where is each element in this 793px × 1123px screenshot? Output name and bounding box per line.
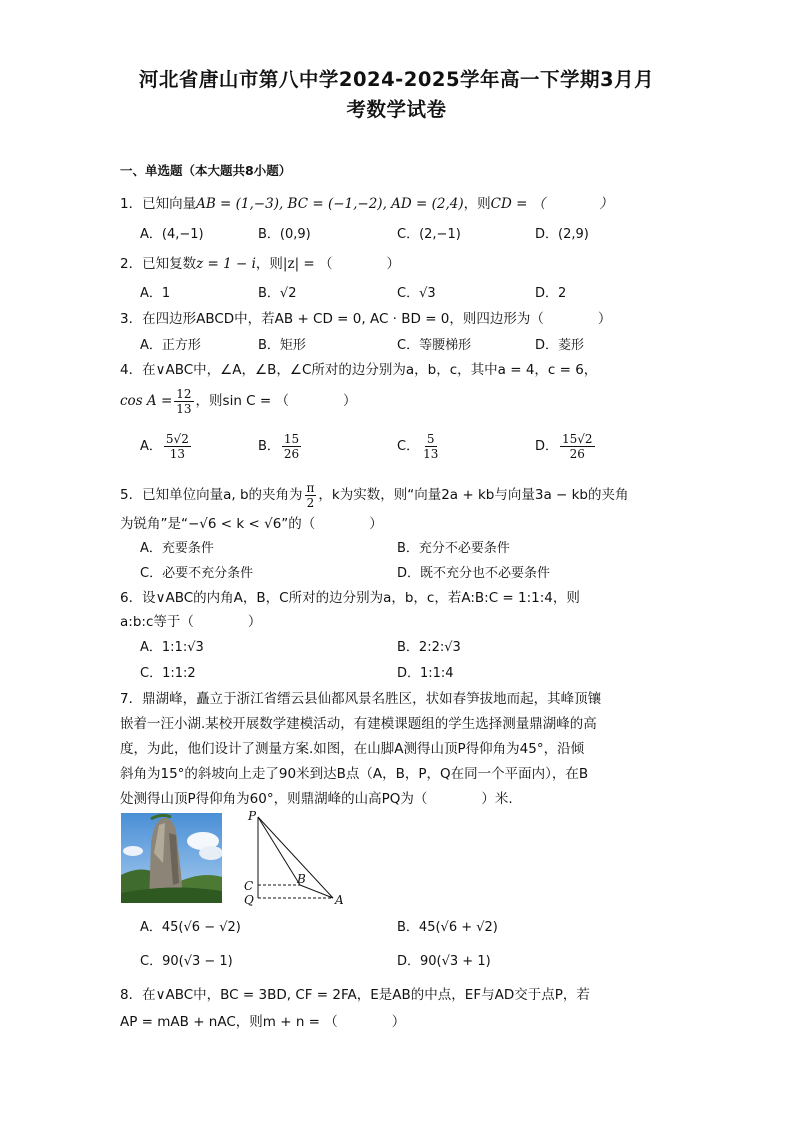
q4-option-a-frac xyxy=(164,432,191,461)
question-8-stem-line-2: AP = mAB + nAC，则m + n = （ ） xyxy=(120,1014,406,1030)
q5-option-b: B．充分不必要条件 xyxy=(397,541,510,556)
mountain-photo xyxy=(121,813,222,903)
question-5-stem-line-2: 为锐角”是“−√6 < k < √6”的（ ） xyxy=(120,516,383,532)
q5-stem-a: 5．已知单位向量a, b的夹角为 xyxy=(120,487,303,503)
q1-option-c: C．(2,−1) xyxy=(397,227,461,242)
q3-option-b: B．矩形 xyxy=(258,338,306,353)
q4-cos-prefix: cos A = xyxy=(120,393,173,409)
q4-d-den: 26 xyxy=(569,447,585,461)
q7-option-a: A．45(√6 − √2) xyxy=(140,920,241,935)
q1-option-a: A．(4,−1) xyxy=(140,227,204,242)
label-P: P xyxy=(248,810,257,823)
q4-cos-fraction xyxy=(174,387,193,416)
q4-option-d-frac xyxy=(560,432,595,461)
q4-option-d xyxy=(535,432,597,462)
question-6-stem-line-2: a:b:c等于（ ） xyxy=(120,614,262,630)
q5-option-c: C．必要不充分条件 xyxy=(140,566,254,581)
question-7-line-1: 7．鼎湖峰，矗立于浙江省缙云县仙都风景名胜区，状如春笋拔地而起，其峰顶镶 xyxy=(120,691,602,707)
label-A: A xyxy=(335,893,344,907)
question-3-stem: 3．在四边形ABCD中，若AB + CD = 0, AC · BD = 0，则四边形为（ ） xyxy=(120,311,612,327)
geometry-diagram xyxy=(240,810,352,910)
q4-ask: ，则sin C = （ ） xyxy=(195,393,357,409)
q6-option-b: B．2:2:√3 xyxy=(397,640,461,655)
q3-option-c: C．等腰梯形 xyxy=(397,338,472,353)
question-7-line-4: 斜角为15°的斜坡向上走了90米到达B点（A，B，P，Q在同一个平面内），在B xyxy=(120,766,589,782)
q6-option-d: D．1:1:4 xyxy=(397,666,454,681)
exam-title-line-1: 河北省唐山市第八中学2024-2025学年高一下学期3月月 xyxy=(138,68,655,91)
q4-option-c-frac xyxy=(421,432,440,461)
q4-option-b-label: B． xyxy=(258,439,280,454)
question-7-line-2: 嵌着一汪小湖.某校开展数学建模活动，有建模课题组的学生选择测量鼎湖峰的高 xyxy=(120,716,597,732)
section-heading: 一、单选题（本大题共8小题） xyxy=(120,163,292,178)
q1-vectors: AB = (1,−3), BC = (−1,−2), AD = (2,4) xyxy=(196,196,464,212)
q6-option-a: A．1:1:√3 xyxy=(140,640,204,655)
label-Q: Q xyxy=(244,893,254,907)
q7-option-b: B．45(√6 + √2) xyxy=(397,920,498,935)
q5-angle-fraction xyxy=(305,481,317,510)
q4-b-den: 26 xyxy=(283,447,300,461)
q5-option-d: D．既不充分也不必要条件 xyxy=(397,566,551,581)
q1-stem-text-2: ，则 xyxy=(463,196,491,212)
q4-option-a-label: A． xyxy=(140,439,162,454)
q4-c-num: 5 xyxy=(426,432,435,446)
q3-option-a: A．正方形 xyxy=(140,338,201,353)
q7-option-c: C．90(√3 − 1) xyxy=(140,954,233,969)
q4-option-c xyxy=(397,432,442,462)
segment-PA xyxy=(258,817,333,898)
q2-math: z = 1 − i xyxy=(196,256,256,272)
q2-ask: |z| = （ ） xyxy=(282,256,401,272)
question-6-stem-line-1: 6．设∨ABC的内角A，B，C所对的边分别为a，b，c，若A:B:C = 1:1:4，则 xyxy=(120,590,580,606)
question-5-stem-line-1 xyxy=(120,480,629,510)
q4-option-a xyxy=(140,432,193,462)
exam-title-line-2: 考数学试卷 xyxy=(346,98,447,121)
q4-b-num: 15 xyxy=(283,432,300,446)
q4-option-d-label: D． xyxy=(535,439,559,454)
q4-a-den: 13 xyxy=(169,447,185,461)
q1-stem-text: 1．已知向量 xyxy=(120,196,197,212)
question-1-stem xyxy=(120,194,613,214)
q4-c-den: 13 xyxy=(423,447,439,461)
segment-PB xyxy=(258,817,300,885)
q4-option-b-frac xyxy=(282,432,301,461)
q4-cos-den: 13 xyxy=(176,401,192,416)
question-7-line-5: 处测得山顶P得仰角为60°，则鼎湖峰的山高PQ为（ ）米. xyxy=(120,791,513,807)
q4-a-num: 5√2 xyxy=(165,432,189,446)
q7-option-d: D．90(√3 + 1) xyxy=(397,954,491,969)
q5-stem-b: ，k为实数，则“向量2a + kb与向量3a − kb的夹角 xyxy=(318,487,629,503)
question-8-stem-line-1: 8．在∨ABC中，BC = 3BD, CF = 2FA，E是AB的中点，EF与AD交于点P，若 xyxy=(120,987,590,1003)
q5-option-a: A．充要条件 xyxy=(140,541,214,556)
q2-stem-text-2: ，则 xyxy=(255,256,283,272)
q4-option-b xyxy=(258,432,303,462)
q2-option-b: B．√2 xyxy=(258,286,297,301)
segment-BA xyxy=(300,885,333,898)
q2-option-d: D．2 xyxy=(535,286,567,301)
question-2-stem xyxy=(120,254,400,274)
q4-cos-num: 12 xyxy=(176,386,192,401)
q5-angle-den: 2 xyxy=(306,495,315,510)
question-7-line-3: 度，为此，他们设计了测量方案.如图，在山脚A测得山顶P得仰角为45°，沿倾 xyxy=(120,741,585,757)
question-4-stem-line-2 xyxy=(120,386,357,416)
label-C: C xyxy=(244,879,254,893)
q4-d-num: 15√2 xyxy=(562,432,593,446)
label-B: B xyxy=(297,872,306,886)
q1-option-d: D．(2,9) xyxy=(535,227,589,242)
q2-option-c: C．√3 xyxy=(397,286,436,301)
q4-option-c-label: C． xyxy=(397,439,420,454)
q5-angle-num: π xyxy=(306,480,315,495)
q3-option-d: D．菱形 xyxy=(535,338,585,353)
q1-option-b: B．(0,9) xyxy=(258,227,311,242)
q2-stem-text: 2．已知复数 xyxy=(120,256,197,272)
q1-ask: CD = （ ） xyxy=(490,196,613,212)
q2-option-a: A．1 xyxy=(140,286,171,301)
q6-option-c: C．1:1:2 xyxy=(140,666,196,681)
question-4-stem-line-1: 4．在∨ABC中，∠A，∠B，∠C所对的边分别为a，b，c，其中a = 4，c = 6， xyxy=(120,362,598,378)
